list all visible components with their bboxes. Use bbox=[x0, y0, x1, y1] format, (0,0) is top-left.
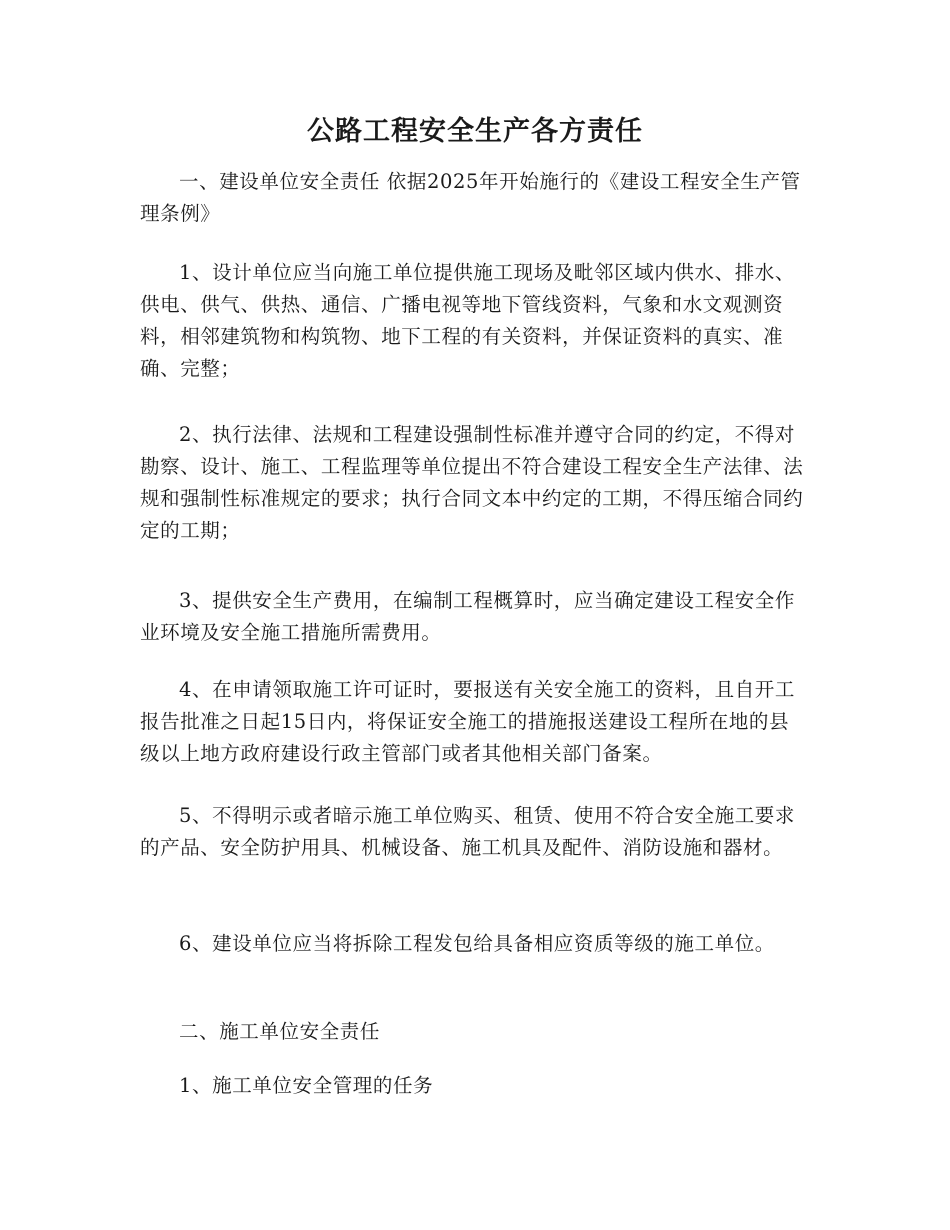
section-2-heading: 二、施工单位安全责任 bbox=[179, 1020, 381, 1043]
list-item: 3、提供安全生产费用，在编制工程概算时，应当确定建设工程安全作业环境及安全施工措施所需费用。 bbox=[140, 589, 796, 644]
list-item: 1、设计单位应当向施工单位提供施工现场及毗邻区域内供水、排水、供电、供气、供热、通信、广播电视等地下管线资料，气象和水文观测资料，相邻建筑物和构筑物、地下工程的有关资料，并保证资料的真实、准确、完整； bbox=[140, 261, 796, 380]
document-title: 公路工程安全生产各方责任 bbox=[307, 116, 643, 147]
section-1-intro: 一、建设单位安全责任 依据2025年开始施行的《建设工程安全生产管理条例》 bbox=[140, 170, 801, 225]
list-item: 4、在申请领取施工许可证时，要报送有关安全施工的资料，且自开工报告批准之日起15日内，将保证安全施工的措施报送建设工程所在地的县级以上地方政府建设行政主管部门或者其他相关部门备案。 bbox=[140, 678, 796, 765]
list-item: 5、不得明示或者暗示施工单位购买、租赁、使用不符合安全施工要求的产品、安全防护用具、机械设备、施工机具及配件、消防设施和器材。 bbox=[140, 804, 796, 859]
list-item: 2、执行法律、法规和工程建设强制性标准并遵守合同的约定，不得对勘察、设计、施工、工程监理等单位提出不符合建设工程安全生产法律、法规和强制性标准规定的要求；执行合同文本中约定的工期，不得压缩合同约定的工期； bbox=[140, 423, 804, 542]
list-item: 6、建设单位应当将拆除工程发包给具备相应资质等级的施工单位。 bbox=[179, 932, 775, 955]
section-2-item: 1、施工单位安全管理的任务 bbox=[179, 1074, 434, 1097]
